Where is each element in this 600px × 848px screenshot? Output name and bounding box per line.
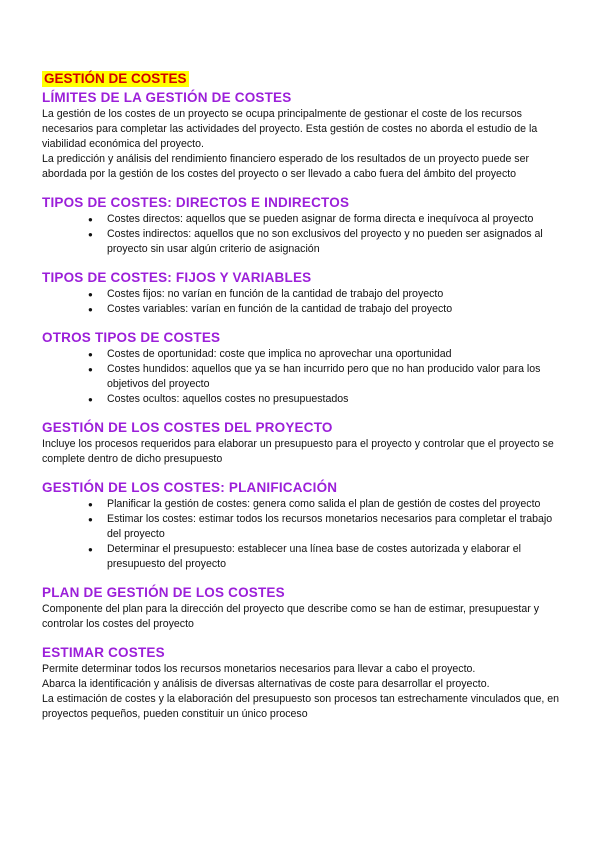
list-item-text: Costes hundidos: aquellos que ya se han incurrido pero que no han producido valor para los objetivos del proyecto: [107, 363, 541, 390]
list-item: [88, 212, 560, 227]
bullet-icon: ●: [88, 365, 93, 374]
list-item: [88, 287, 560, 302]
section: [42, 329, 560, 407]
section-heading: LÍMITES DE LA GESTIÓN DE COSTES: [42, 90, 292, 105]
list-item-text: Costes directos: aquellos que se pueden asignar de forma directa e inequívoca al proyecto: [107, 213, 534, 225]
bullet-icon: ●: [88, 230, 93, 239]
list-item-text: Estimar los costes: estimar todos los recursos monetarios necesarios para completar el trabajo del proyecto: [107, 513, 553, 540]
section-heading: GESTIÓN DE LOS COSTES: PLANIFICACIÓN: [42, 480, 338, 495]
section-heading: GESTIÓN DE LOS COSTES DEL PROYECTO: [42, 420, 333, 435]
section-heading: TIPOS DE COSTES: DIRECTOS E INDIRECTOS: [42, 195, 350, 210]
bullet-icon: ●: [88, 500, 93, 509]
list-item-text: Costes variables: varían en función de la cantidad de trabajo del proyecto: [107, 303, 453, 315]
bullet-icon: ●: [88, 350, 93, 359]
list-item: [88, 347, 560, 362]
list-item-text: Costes ocultos: aquellos costes no presupuestados: [107, 393, 349, 405]
section: [42, 584, 560, 632]
paragraph: Abarca la identificación y análisis de diversas alternativas de coste para desarrollar el proyecto.: [42, 678, 490, 690]
section-heading: ESTIMAR COSTES: [42, 645, 165, 660]
document-content: [42, 70, 560, 722]
paragraph: La gestión de los costes de un proyecto se ocupa principalmente de gestionar el coste de los recursos necesarios para completar las actividades del proyecto. Esta gestión de costes no aborda el estudio de la viabilidad económica del proyecto.: [42, 108, 538, 150]
list-item-text: Determinar el presupuesto: establecer una línea base de costes autorizada y elaborar el presupuesto del proyecto: [107, 543, 521, 570]
section: [42, 644, 560, 722]
bullet-list: [42, 347, 560, 407]
bullet-list: [42, 212, 560, 257]
sections-container: [42, 89, 560, 722]
bullet-icon: ●: [88, 215, 93, 224]
bullet-icon: ●: [88, 290, 93, 299]
list-item-text: Planificar la gestión de costes: genera como salida el plan de gestión de costes del proyecto: [107, 498, 541, 510]
list-item-text: Costes de oportunidad: coste que implica no aprovechar una oportunidad: [107, 348, 452, 360]
bullet-list: [42, 287, 560, 317]
paragraph: Permite determinar todos los recursos monetarios necesarios para llevar a cabo el proyecto.: [42, 663, 476, 675]
paragraph: Incluye los procesos requeridos para elaborar un presupuesto para el proyecto y controlar que el proyecto se complete dentro de dicho presupuesto: [42, 438, 554, 465]
list-item: [88, 497, 560, 512]
section-heading: PLAN DE GESTIÓN DE LOS COSTES: [42, 585, 285, 600]
list-item-text: Costes indirectos: aquellos que no son exclusivos del proyecto y no pueden ser asignados al proyecto sin usar algún criterio de asignación: [107, 228, 543, 255]
section: [42, 194, 560, 257]
bullet-icon: ●: [88, 305, 93, 314]
paragraph: Componente del plan para la dirección del proyecto que describe como se han de estimar, presupuestar y controlar los costes del proyecto: [42, 603, 540, 630]
list-item: [88, 362, 560, 392]
section-heading: OTROS TIPOS DE COSTES: [42, 330, 221, 345]
bullet-list: [42, 497, 560, 572]
list-item: [88, 302, 560, 317]
list-item-text: Costes fijos: no varían en función de la cantidad de trabajo del proyecto: [107, 288, 444, 300]
bullet-icon: ●: [88, 515, 93, 524]
list-item: [88, 227, 560, 257]
list-item: [88, 512, 560, 542]
section: [42, 479, 560, 572]
section-heading: TIPOS DE COSTES: FIJOS Y VARIABLES: [42, 270, 312, 285]
bullet-icon: ●: [88, 545, 93, 554]
paragraph: La estimación de costes y la elaboración del presupuesto son procesos tan estrechamente vinculados que, en proyectos pequeños, pueden constituir un único proceso: [42, 693, 560, 720]
list-item: [88, 392, 560, 407]
section: [42, 419, 560, 467]
list-item: [88, 542, 560, 572]
bullet-icon: ●: [88, 395, 93, 404]
section: [42, 89, 560, 182]
document-title: GESTIÓN DE COSTES: [44, 71, 187, 86]
section: [42, 269, 560, 317]
paragraph: La predicción y análisis del rendimiento financiero esperado de los resultados de un proyecto puede ser abordada por la gestión de los costes del proyecto o ser llevado a cabo fuera del ámbito del proyecto: [42, 153, 530, 180]
